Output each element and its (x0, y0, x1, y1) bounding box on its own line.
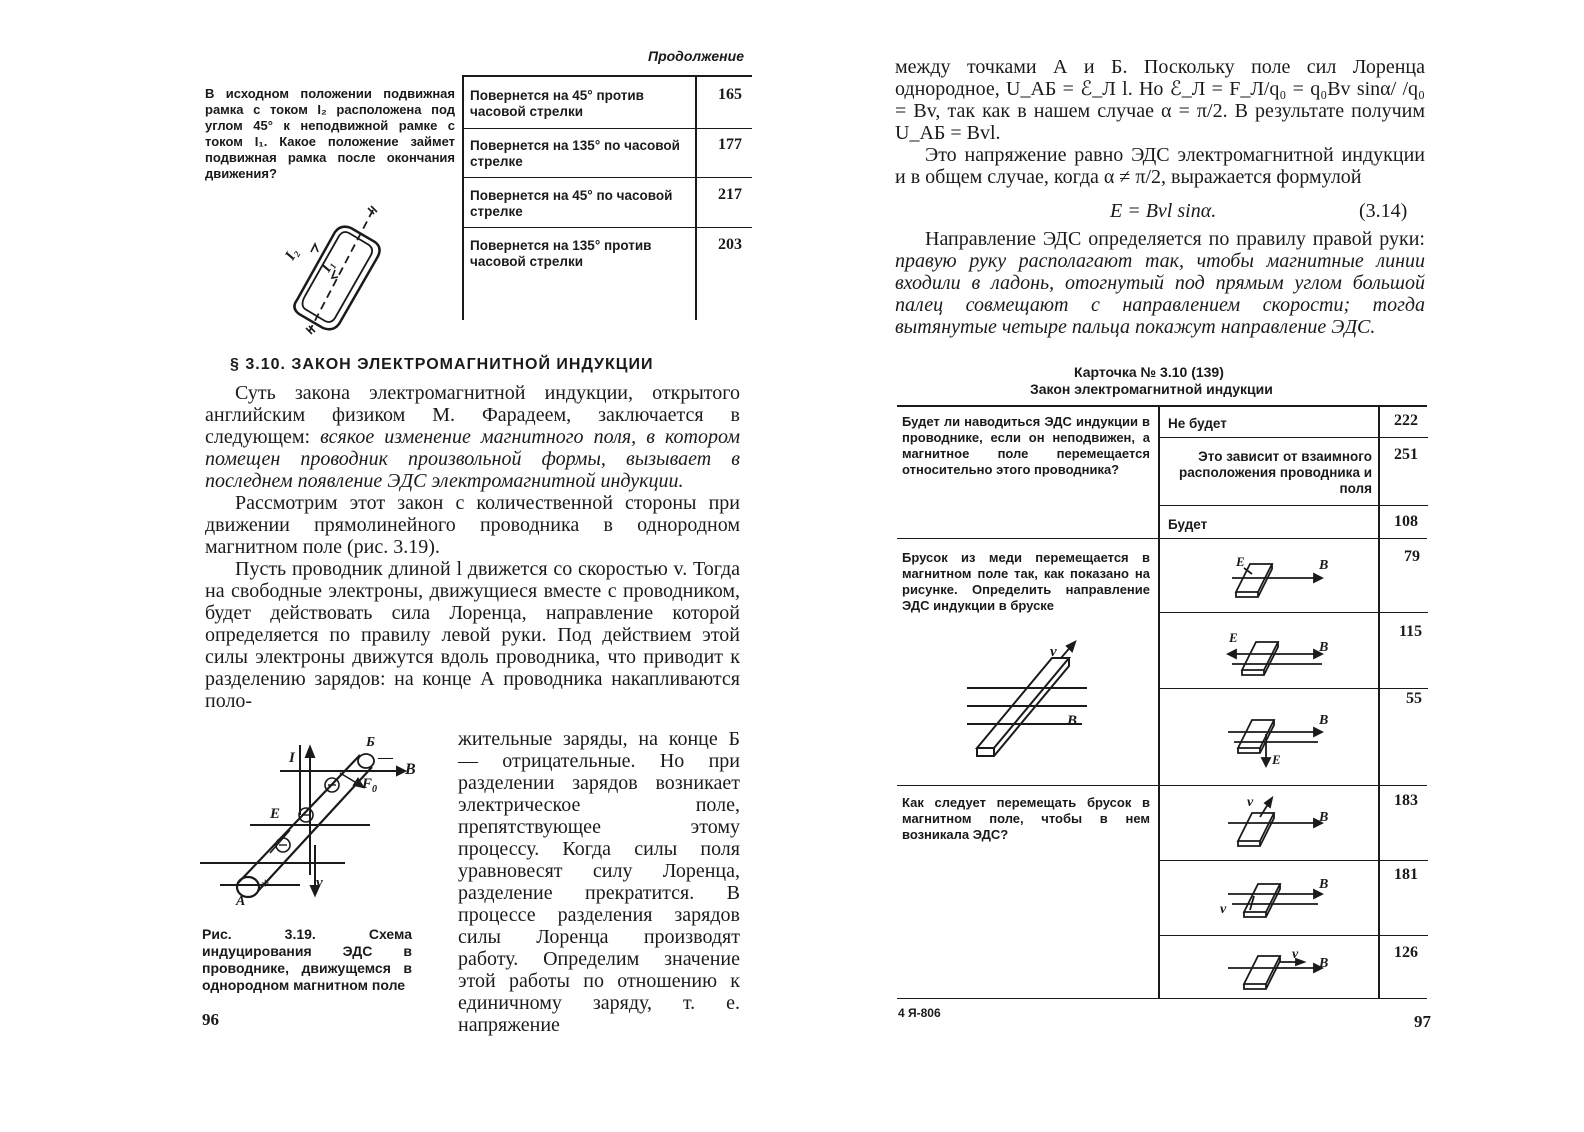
figure-3-19 (200, 735, 430, 915)
brick-5-B: B (1319, 877, 1329, 892)
fig-label-v: v (316, 875, 323, 891)
card-question: В исходном положении подвижная рамка с током I₂ расположена под углом 45° к неподвижной рамке с током I₁. Какое положение займет подвижная рамка после окончания движения? (205, 86, 455, 181)
answer-4-code: 203 (718, 236, 742, 253)
q1-answer-1: Не будет (1168, 416, 1227, 431)
frames-figure (275, 200, 405, 340)
paragraph-1: Суть закона электромагнитной индукции, открытого английским физиком М. Фарадеем, заключается в следующем: всякое изменение магнитного поля, в котором помещен проводник произвольной формы, вызывает в последнем появление ЭДС электромагнитной индукции. (205, 382, 740, 492)
brick-2-E: E (1229, 630, 1238, 645)
q1-answer-2: Это зависит от взаимного расположения проводника и поля (1179, 449, 1372, 496)
q1-answer-3: Будет (1168, 517, 1208, 532)
q2-code-3: 55 (1406, 690, 1422, 707)
answer-1: Повернется на 45° против часовой стрелки (470, 88, 644, 119)
bar-figure-B: B (1067, 713, 1078, 729)
q1-answer-2-code: 251 (1394, 446, 1418, 463)
q1-answer-3-code: 108 (1394, 513, 1418, 530)
question-2: Брусок из меди перемещается в магнитном поле так, как показано на рисунке. Определить направление ЭДС индукции в бруске (902, 550, 1150, 613)
fig-label-I: I (289, 750, 295, 766)
rule-paragraph: Направление ЭДС определяется по правилу правой руки: правую руку располагают так, чтобы магнитные линии входили в ладонь, отогнутый под прямым углом большой палец совмещают с направлением скорости; тогда вытянутые четыре пальца покажут направление ЭДС. (895, 228, 1425, 338)
fig-label-E: E (270, 806, 281, 822)
q3-code-3: 126 (1394, 944, 1418, 961)
answer-2: Повернется на 135° по часовой стрелке (470, 138, 680, 169)
fig-label-A: A (236, 894, 246, 909)
q1-answer-1-code: 222 (1394, 412, 1418, 429)
figure-caption: Рис. 3.19. Схема индуцирования ЭДС в проводнике, движущемся в однородном магнитном поле (202, 926, 412, 993)
answer-2-code: 177 (718, 136, 742, 153)
brick-6-B: B (1319, 956, 1329, 971)
paragraph-2: Рассмотрим этот закон с количественной стороны при движении прямолинейного проводника в однородном магнитном поле (рис. 3.19). (205, 492, 740, 558)
frame-label-i1: I₁ (318, 257, 338, 276)
footer-sign: 4 Я-806 (898, 1006, 941, 1020)
q2-code-2: 115 (1399, 623, 1423, 640)
frame-label-i2: I₂ (282, 245, 302, 264)
fig-label-B: B (405, 761, 416, 778)
card-title: Карточка № 3.10 (139) (1074, 364, 1224, 380)
fig-label-minus: — (378, 750, 393, 766)
paragraph-3: Пусть проводник длиной l движется со скоростью v. Тогда на свободные электроны, движущиеся вместе с проводником, будет действовать сила Лоренца, направление которой определяется по правилу левой руки. Под действием этой силы электроны движутся вдоль проводника, что приводит к разделению зарядов: на конце А проводника накапливаются поло- (205, 558, 740, 712)
body-text-right (895, 56, 1425, 188)
answer-4: Повернется на 135° против часовой стрелки (470, 238, 652, 269)
answer-3: Повернется на 45° по часовой стрелке (470, 188, 673, 219)
paragraph-emf: Это напряжение равно ЭДС электромагнитной индукции и в общем случае, когда α ≠ π/2, выражается формулой (895, 144, 1425, 188)
answer-1-code: 165 (718, 86, 742, 103)
question-3: Как следует перемещать брусок в магнитном поле, чтобы в нем возникала ЭДС? (902, 795, 1150, 842)
paragraph-3-continued: жительные заряды, на конце Б — отрицательные. Но при разделении зарядов возникает электрическое поле, препятствующее этому процессу. Когда силы поля уравновесят силу Лоренца, разделение прекратится. В процессе разделения зарядов силы Лоренца производят работу. Определим значение этой работы по отношению к единичному заряду, т. е. напряжение (458, 728, 740, 1036)
paragraph-top: между точками А и Б. Поскольку поле сил Лоренца однородное, U_АБ = ℰ_Л l. Но ℰ_Л = F_Л/q₀ = q₀Bv sinα/ /q₀ = Bv, так как в нашем случае α = π/2. В результате получим U_АБ = Bvl. (895, 56, 1425, 144)
brick-1-E: E (1236, 554, 1245, 569)
brick-4-v: v (1247, 795, 1254, 810)
brick-5-v: v (1220, 902, 1227, 917)
page-number-right: 97 (1414, 1012, 1431, 1031)
fig-label-B6: Б (366, 735, 375, 750)
section-heading: § 3.10. ЗАКОН ЭЛЕКТРОМАГНИТНОЙ ИНДУКЦИИ (230, 356, 654, 373)
card-subtitle: Закон электромагнитной индукции (1030, 381, 1273, 397)
brick-2-B: B (1319, 640, 1329, 655)
brick-3-E: E (1272, 752, 1281, 767)
fig-label-F: $F_0$ (362, 776, 378, 795)
brick-1-B: B (1319, 558, 1329, 573)
bar-figure (957, 640, 1107, 765)
q3-code-1: 183 (1394, 792, 1418, 809)
formula: E = Bvl sinα. (1110, 200, 1217, 222)
question-1: Будет ли наводиться ЭДС индукции в проводнике, если он неподвижен, а магнитное поле перемещается относительно этого проводника? (902, 414, 1150, 477)
q3-code-2: 181 (1394, 866, 1418, 883)
page-number-left: 96 (202, 1010, 219, 1029)
body-text-left (205, 382, 740, 712)
answer-3-code: 217 (718, 186, 742, 203)
q2-code-1: 79 (1404, 548, 1420, 565)
continuation-label: Продолжение (648, 48, 744, 64)
bar-figure-v: v (1050, 644, 1057, 660)
brick-6-v: v (1292, 947, 1299, 962)
formula-number: (3.14) (1359, 200, 1408, 222)
fig-label-plus: + (261, 876, 270, 892)
brick-3-B: B (1319, 713, 1329, 728)
right-page (792, 0, 1584, 1132)
brick-4-B: B (1319, 810, 1329, 825)
